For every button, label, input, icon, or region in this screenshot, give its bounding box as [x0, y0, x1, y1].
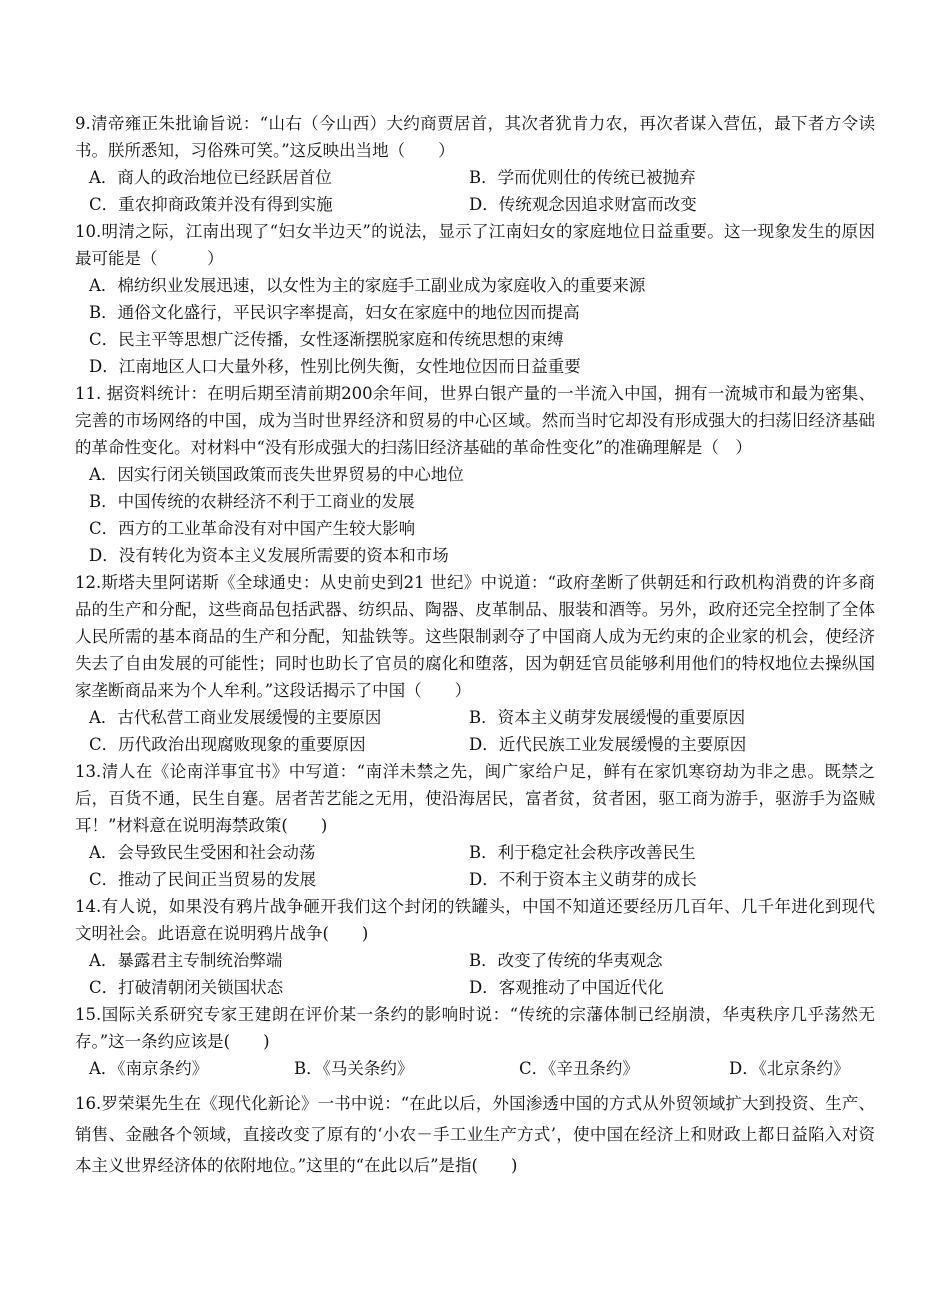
question-15: [75, 1001, 875, 1082]
options-grid: [75, 164, 875, 218]
option-c[interactable]: C．《辛丑条约》: [519, 1059, 639, 1078]
option-d[interactable]: D．江南地区人口大量外移，性别比例失衡，女性地位因而日益重要: [89, 357, 581, 376]
option-c[interactable]: C．推动了民间正当贸易的发展: [89, 870, 317, 889]
option-d[interactable]: D．传统观念因追求财富而改变: [469, 195, 697, 214]
question-stem: 11. 据资料统计：在明后期至清前期200余年间，世界白银产量的一半流入中国，拥有一流城市和最为密集、完善的市场网络的中国，成为当时世界经济和贸易的中心区域。然而当时它却没有形成强大的扫荡旧经济基础的革命性变化。对材料中“没有形成强大的扫荡旧经济基础的革命性变化”的准确理解是（ ）: [75, 384, 875, 457]
question-stem: 15.国际关系研究专家王建朗在评价某一条约的影响时说：“传统的宗藩体制已经崩溃，华夷秩序几乎荡然无存。”这一条约应该是( ): [75, 1005, 875, 1051]
question-16: [75, 1088, 875, 1181]
question-stem: 9.清帝雍正朱批谕旨说：“山右（今山西）大约商贾居首，其次者犹肯力农，再次者谋入营伍，最下者方令读书。朕所悉知，习俗殊可笑。”这反映出当地（ ）: [75, 114, 875, 160]
option-d[interactable]: D．客观推动了中国近代化: [469, 978, 664, 997]
question-stem: 13.清人在《论南洋事宜书》中写道：“南洋未禁之先，闽广家给户足，鲜有在家饥寒窃劫为非之患。既禁之后，百货不通，民生自蹇。居者苦艺能之无用，使沿海居民，富者贫，贫者困，驱工商为游手，驱游手为盗贼耳！”材料意在说明海禁政策( ): [75, 762, 875, 835]
option-b[interactable]: B．通俗文化盛行，平民识字率提高，妇女在家庭中的地位因而提高: [89, 303, 580, 322]
option-b[interactable]: B．《马关条约》: [294, 1059, 414, 1078]
option-b[interactable]: B．中国传统的农耕经济不利于工商业的发展: [89, 492, 415, 511]
options-grid: [75, 704, 875, 758]
options-list: [75, 461, 875, 569]
question-12: [75, 569, 875, 758]
options-row: [75, 1055, 875, 1082]
question-11: [75, 380, 875, 569]
question-stem: 10.明清之际，江南出现了“妇女半边天”的说法，显示了江南妇女的家庭地位日益重要。这一现象发生的原因最可能是（ ）: [75, 222, 875, 268]
options-grid: [75, 947, 875, 1001]
option-b[interactable]: B．资本主义萌芽发展缓慢的重要原因: [469, 708, 746, 727]
option-c[interactable]: C．重农抑商政策并没有得到实施: [89, 195, 333, 214]
option-b[interactable]: B．利于稳定社会秩序改善民生: [469, 843, 696, 862]
option-a[interactable]: A．古代私营工商业发展缓慢的主要原因: [89, 708, 382, 727]
option-c[interactable]: C．西方的工业革命没有对中国产生较大影响: [89, 519, 416, 538]
question-stem: 12.斯塔夫里阿诺斯《全球通史：从史前史到21 世纪》中说道：“政府垄断了供朝廷和行政机构消费的许多商品的生产和分配，这些商品包括武器、纺织品、陶器、皮革制品、服装和酒等。另外，政府还完全控制了全体人民所需的基本商品的生产和分配，知盐铁等。这些限制剥夺了中国商人成为无约束的企业家的机会，使经济失去了自由发展的可能性；同时也助长了官员的腐化和堕落，因为朝廷官员能够利用他们的特权地位去操纵国家垄断商品来为个人牟利。”这段话揭示了中国（ ）: [75, 573, 875, 700]
option-a[interactable]: A．《南京条约》: [89, 1059, 209, 1078]
option-a[interactable]: A．暴露君主专制统治弊端: [89, 951, 283, 970]
question-stem: 16.罗荣渠先生在《现代化新论》一书中说：“在此以后，外国渗透中国的方式从外贸领域扩大到投资、生产、销售、金融各个领域，直接改变了原有的‘小农－手工业生产方式’，使中国在经济上和财政上都日益陷入对资本主义世界经济体的依附地位。”这里的“在此以后”是指( ): [75, 1094, 875, 1175]
option-d[interactable]: D．近代民族工业发展缓慢的主要原因: [469, 735, 747, 754]
options-list: [75, 272, 875, 380]
option-c[interactable]: C．民主平等思想广泛传播，女性逐渐摆脱家庭和传统思想的束缚: [89, 330, 564, 349]
question-stem: 14.有人说，如果没有鸦片战争砸开我们这个封闭的铁罐头，中国不知道还要经历几百年、几千年进化到现代文明社会。此语意在说明鸦片战争( ): [75, 897, 875, 943]
question-10: [75, 218, 875, 380]
option-a[interactable]: A．会导致民生受困和社会动荡: [89, 843, 316, 862]
option-a[interactable]: A．棉纺织业发展迅速，以女性为主的家庭手工副业成为家庭收入的重要来源: [89, 276, 646, 295]
question-13: [75, 758, 875, 893]
option-d[interactable]: D．《北京条约》: [729, 1059, 850, 1078]
options-grid: [75, 839, 875, 893]
option-d[interactable]: D．不利于资本主义萌芽的成长: [469, 870, 697, 889]
exam-page: [75, 110, 875, 1181]
question-9: [75, 110, 875, 218]
option-b[interactable]: B．学而优则仕的传统已被抛弃: [469, 168, 696, 187]
option-a[interactable]: A．商人的政治地位已经跃居首位: [89, 168, 332, 187]
option-c[interactable]: C．历代政治出现腐败现象的重要原因: [89, 735, 366, 754]
option-b[interactable]: B．改变了传统的华夷观念: [469, 951, 663, 970]
question-14: [75, 893, 875, 1001]
option-d[interactable]: D．没有转化为资本主义发展所需要的资本和市场: [89, 546, 449, 565]
option-a[interactable]: A．因实行闭关锁国政策而丧失世界贸易的中心地位: [89, 465, 464, 484]
option-c[interactable]: C．打破清朝闭关锁国状态: [89, 978, 284, 997]
